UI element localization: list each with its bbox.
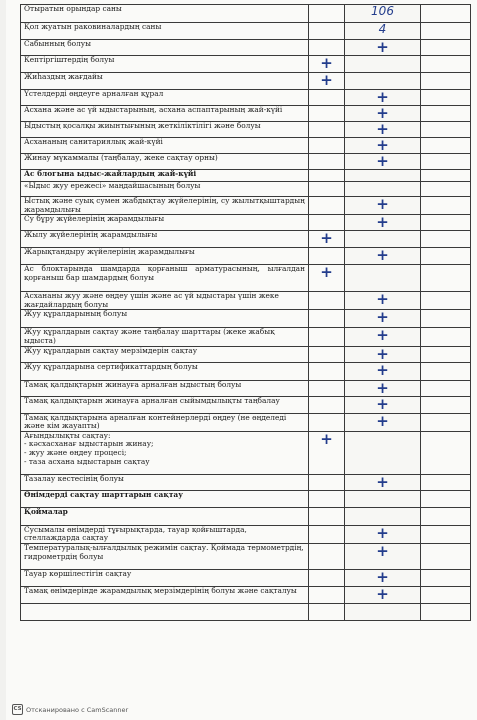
checklist-row — [21, 248, 471, 265]
mark-cell-a — [309, 56, 345, 73]
criterion-text — [21, 474, 309, 490]
criterion-text — [21, 346, 309, 362]
criterion-line: - жуу және өңдеу процесі; — [24, 447, 127, 457]
criterion-text — [21, 248, 309, 265]
mark-cell-a — [309, 265, 345, 292]
mark-cell-a — [309, 507, 345, 525]
notes-cell — [421, 507, 471, 525]
criterion-text — [21, 362, 309, 380]
criterion-line: Тазалау кестесінің болуы — [24, 474, 124, 483]
notes-cell — [421, 362, 471, 380]
criterion-text — [21, 40, 309, 56]
notes-cell — [421, 310, 471, 328]
plus-mark-icon: + — [376, 39, 389, 56]
plus-mark-icon: + — [320, 72, 333, 89]
checklist-row — [21, 154, 471, 170]
mark-cell-a — [309, 170, 345, 182]
criterion-text — [21, 106, 309, 122]
criterion-line: Жиһаздың жағдайы — [24, 72, 103, 81]
plus-mark-icon: + — [376, 474, 389, 491]
notes-cell — [421, 5, 471, 23]
notes-cell — [421, 56, 471, 73]
checklist-row — [21, 413, 471, 431]
section-header-row — [21, 170, 471, 182]
notes-cell — [421, 248, 471, 265]
document-page — [6, 0, 477, 720]
notes-cell — [421, 525, 471, 543]
criterion-text — [21, 231, 309, 248]
notes-cell — [421, 215, 471, 231]
criterion-text — [21, 73, 309, 90]
criterion-text — [21, 569, 309, 586]
scanner-footer — [12, 704, 128, 715]
plus-mark-icon: + — [376, 543, 389, 560]
mark-cell-b — [345, 106, 421, 122]
mark-cell-b — [345, 543, 421, 569]
section-title — [21, 507, 309, 525]
mark-cell-b — [345, 197, 421, 215]
plus-mark-icon: + — [376, 586, 389, 603]
mark-cell-a — [309, 490, 345, 507]
checklist-row — [21, 138, 471, 154]
criterion-line: Тамақ қалдықтарына арналған контейнерлерді өңдеу (не өңделеді және кім жауапты) — [24, 413, 287, 431]
criterion-line: Тауар көршілестігін сақтау — [24, 569, 132, 578]
criterion-line: Жуу құралдарына сертификаттардың болуы — [24, 362, 198, 371]
mark-cell-b — [345, 413, 421, 431]
criterion-line: Қол жуатын раковиналардың саны — [24, 22, 162, 31]
criterion-line: Жуу құралдарын сақтау мерзімдерін сақтау — [24, 346, 198, 355]
section-header-row — [21, 490, 471, 507]
mark-cell-b — [345, 40, 421, 56]
checklist-row — [21, 380, 471, 396]
mark-cell-b — [345, 265, 421, 292]
criterion-text — [21, 23, 309, 40]
checklist-row — [21, 396, 471, 413]
notes-cell — [421, 197, 471, 215]
criterion-line: Жуу құралдарының болуы — [24, 309, 128, 319]
criterion-line: Жинау мүкаммалы (таңбалау, жеке сақтау орны) — [24, 153, 218, 162]
checklist-row — [21, 215, 471, 231]
mark-cell-b — [345, 431, 421, 474]
plus-mark-icon: + — [376, 380, 389, 397]
notes-cell — [421, 90, 471, 106]
checklist-row — [21, 362, 471, 380]
checklist-row — [21, 603, 471, 620]
criterion-text — [21, 265, 309, 292]
criterion-line: Жылу жүйелерінің жарамдылығы — [24, 230, 158, 240]
plus-mark-icon: + — [376, 247, 389, 265]
criterion-text — [21, 182, 309, 197]
mark-cell-a — [309, 5, 345, 23]
criterion-text — [21, 310, 309, 328]
checklist-row — [21, 543, 471, 569]
notes-cell — [421, 413, 471, 431]
plus-mark-icon: + — [320, 55, 333, 72]
plus-mark-icon: + — [376, 413, 389, 430]
mark-cell-a — [309, 23, 345, 40]
notes-cell — [421, 23, 471, 40]
mark-cell-b — [345, 292, 421, 310]
mark-cell-b — [345, 474, 421, 490]
criterion-line: Ас блогына ыдыс-жайлардың жай-күйі — [24, 169, 197, 178]
plus-mark-icon: + — [376, 525, 389, 542]
criterion-line: Ыдыстың қосалқы жиынтығының жеткіліктілігі және болуы — [24, 121, 261, 130]
mark-cell-a — [309, 396, 345, 413]
plus-mark-icon: + — [376, 196, 389, 213]
criterion-text — [21, 380, 309, 396]
criterion-line: Ыстық және суық сумен жабдықтау жүйелерінің, су жылытқыштардың жарамдылығы — [24, 196, 305, 214]
criterion-line: Жуу құралдарын сақтау және таңбалау шарттары (жеке жабық ыдыста) — [24, 327, 275, 345]
mark-cell-a — [309, 413, 345, 431]
checklist-row — [21, 346, 471, 362]
notes-cell — [421, 292, 471, 310]
criterion-line: - кәсхасханағ ыдыстарын жинау; — [24, 439, 154, 449]
criterion-text — [21, 543, 309, 569]
checklist-row — [21, 106, 471, 122]
checklist-row — [21, 231, 471, 248]
checklist-row — [21, 265, 471, 292]
mark-cell-a — [309, 40, 345, 56]
camscanner-logo-icon: CS — [12, 704, 23, 715]
criterion-line: - таза асхана ыдыстарын сақтау — [24, 456, 150, 466]
mark-cell-b — [345, 23, 421, 40]
mark-cell-b — [345, 380, 421, 396]
checklist-row — [21, 586, 471, 603]
criterion-text — [21, 328, 309, 346]
checklist-row — [21, 122, 471, 138]
criterion-text — [21, 396, 309, 413]
mark-cell-a — [309, 197, 345, 215]
criterion-line: Асхананы жуу және өңдеу үшін және ас үй ыдыстары үшін жеке жағдайлардың болуы — [24, 291, 279, 309]
mark-cell-b — [345, 248, 421, 265]
mark-cell-b — [345, 154, 421, 170]
criterion-text — [21, 586, 309, 603]
notes-cell — [421, 543, 471, 569]
mark-cell-b — [345, 328, 421, 346]
mark-cell-b — [345, 170, 421, 182]
criterion-text — [21, 197, 309, 215]
notes-cell — [421, 328, 471, 346]
mark-cell-a — [309, 106, 345, 122]
checklist-row — [21, 23, 471, 40]
criterion-line: Сабынның болуы — [24, 39, 92, 48]
mark-cell-b — [345, 490, 421, 507]
mark-cell-b — [345, 396, 421, 413]
notes-cell — [421, 490, 471, 507]
criterion-line: Үстелдерді өңдеуге арналған құрал — [24, 89, 164, 98]
criterion-line: Тамақ қалдықтарын жинауға арналған сыйымдылықты таңбалау — [24, 396, 280, 405]
checklist-row — [21, 90, 471, 106]
notes-cell — [421, 182, 471, 197]
scanner-caption: Отсканировано с CamScanner — [26, 705, 129, 714]
checklist-row — [21, 310, 471, 328]
mark-cell-a — [309, 569, 345, 586]
checklist-row — [21, 328, 471, 346]
mark-cell-b — [345, 73, 421, 90]
notes-cell — [421, 122, 471, 138]
criterion-text — [21, 138, 309, 154]
plus-mark-icon: + — [376, 89, 389, 106]
criterion-line: Ағындылықты сақтау: — [24, 431, 111, 440]
notes-cell — [421, 154, 471, 170]
criterion-text — [21, 154, 309, 170]
criterion-line: Өнімдерді сақтау шарттарын сақтау — [24, 490, 183, 499]
notes-cell — [421, 346, 471, 362]
plus-mark-icon: + — [320, 230, 333, 248]
notes-cell — [421, 106, 471, 122]
notes-cell — [421, 265, 471, 292]
criterion-line: Отыратын орындар саны — [24, 4, 122, 13]
mark-cell-b — [345, 122, 421, 138]
criterion-text — [21, 431, 309, 474]
criterion-line: Кептіргіштердің болуы — [24, 55, 115, 64]
plus-mark-icon: + — [376, 309, 389, 327]
mark-cell-a — [309, 73, 345, 90]
checklist-row — [21, 474, 471, 490]
mark-cell-a — [309, 586, 345, 603]
mark-cell-a — [309, 362, 345, 380]
checklist-row — [21, 40, 471, 56]
criterion-text — [21, 603, 309, 620]
criterion-text — [21, 413, 309, 431]
notes-cell — [421, 40, 471, 56]
mark-cell-a — [309, 122, 345, 138]
plus-mark-icon: + — [376, 396, 389, 413]
mark-cell-a — [309, 154, 345, 170]
mark-cell-a — [309, 431, 345, 474]
notes-cell — [421, 138, 471, 154]
criterion-text — [21, 525, 309, 543]
criterion-line: Ас блоктарында шамдарда қорғаныш арматурасының, ылғалдан қорғаныш бар шамдардың болуы — [24, 264, 305, 282]
mark-cell-a — [309, 543, 345, 569]
plus-mark-icon: + — [376, 346, 389, 363]
criterion-line: «Ыдыс жуу ережесі» маңдайшасының болуы — [24, 181, 201, 190]
checklist-row — [21, 431, 471, 474]
plus-mark-icon: + — [376, 137, 389, 154]
notes-cell — [421, 396, 471, 413]
mark-cell-b — [345, 525, 421, 543]
mark-cell-b — [345, 138, 421, 154]
checklist-row — [21, 197, 471, 215]
section-title — [21, 170, 309, 182]
mark-cell-b — [345, 586, 421, 603]
notes-cell — [421, 586, 471, 603]
mark-cell-a — [309, 248, 345, 265]
plus-mark-icon: + — [376, 105, 389, 122]
checklist-row — [21, 525, 471, 543]
mark-cell-b — [345, 603, 421, 620]
criterion-line: Тамақ өнімдерінде жарамдылық мерзімдерінің болуы және сақталуы — [24, 586, 297, 595]
checklist-row — [21, 182, 471, 197]
mark-cell-a — [309, 231, 345, 248]
mark-cell-b — [345, 90, 421, 106]
plus-mark-icon: + — [376, 362, 389, 379]
mark-cell-a — [309, 215, 345, 231]
notes-cell — [421, 474, 471, 490]
plus-mark-icon: + — [376, 214, 389, 231]
notes-cell — [421, 231, 471, 248]
mark-cell-a — [309, 90, 345, 106]
mark-cell-b — [345, 56, 421, 73]
mark-cell-a — [309, 474, 345, 490]
criterion-line: Су бұру жүйелерінің жарамдылығы — [24, 214, 165, 224]
section-header-row — [21, 507, 471, 525]
criterion-line: Қоймалар — [24, 507, 68, 516]
plus-mark-icon: + — [320, 431, 333, 448]
mark-cell-a — [309, 525, 345, 543]
mark-cell-b — [345, 569, 421, 586]
plus-mark-icon: + — [376, 153, 389, 170]
mark-cell-a — [309, 310, 345, 328]
checklist-row — [21, 5, 471, 23]
mark-cell-a — [309, 138, 345, 154]
plus-mark-icon: + — [376, 327, 389, 345]
notes-cell — [421, 569, 471, 586]
checklist-table — [20, 4, 471, 621]
criterion-line: Асхана және ас үй ыдыстарының, асхана аспаптарының жай-күйі — [24, 105, 283, 114]
plus-mark-icon: + — [376, 291, 389, 309]
section-title — [21, 490, 309, 507]
notes-cell — [421, 73, 471, 90]
mark-cell-b — [345, 362, 421, 380]
mark-cell-b — [345, 215, 421, 231]
criterion-text — [21, 90, 309, 106]
criterion-line: Тамақ қалдықтарын жинауға арналған ыдыстың болуы — [24, 380, 242, 389]
mark-cell-b — [345, 182, 421, 197]
mark-cell-b — [345, 507, 421, 525]
criterion-line: Температуралық-ылғалдылық режимін сақтау. Қоймада термометрдің, гидрометрдің болуы — [24, 543, 304, 561]
plus-mark-icon: + — [376, 121, 389, 138]
plus-mark-icon: + — [376, 569, 389, 586]
mark-cell-a — [309, 603, 345, 620]
plus-mark-icon: + — [320, 264, 333, 282]
criterion-text — [21, 122, 309, 138]
handwritten-value: 4 — [378, 22, 387, 36]
notes-cell — [421, 603, 471, 620]
mark-cell-b — [345, 231, 421, 248]
mark-cell-a — [309, 182, 345, 197]
criterion-line: Сусымалы өнімдерді тұғырықтарда, тауар қойғыштарда, стеллаждарда сақтау — [24, 525, 247, 543]
criterion-text — [21, 215, 309, 231]
criterion-text — [21, 292, 309, 310]
notes-cell — [421, 380, 471, 396]
mark-cell-a — [309, 346, 345, 362]
checklist-row — [21, 569, 471, 586]
notes-cell — [421, 170, 471, 182]
mark-cell-a — [309, 292, 345, 310]
criterion-text — [21, 56, 309, 73]
handwritten-value: 106 — [371, 4, 394, 18]
criterion-line: Жарықтандыру жүйелерінің жарамдылығы — [24, 247, 195, 257]
mark-cell-a — [309, 380, 345, 396]
mark-cell-b — [345, 346, 421, 362]
checklist-row — [21, 73, 471, 90]
criterion-line: Асхананың санитариялық жай-күйі — [24, 137, 163, 146]
checklist-row — [21, 56, 471, 73]
mark-cell-b — [345, 310, 421, 328]
checklist-row — [21, 292, 471, 310]
mark-cell-a — [309, 328, 345, 346]
criterion-text — [21, 5, 309, 23]
mark-cell-b — [345, 5, 421, 23]
notes-cell — [421, 431, 471, 474]
